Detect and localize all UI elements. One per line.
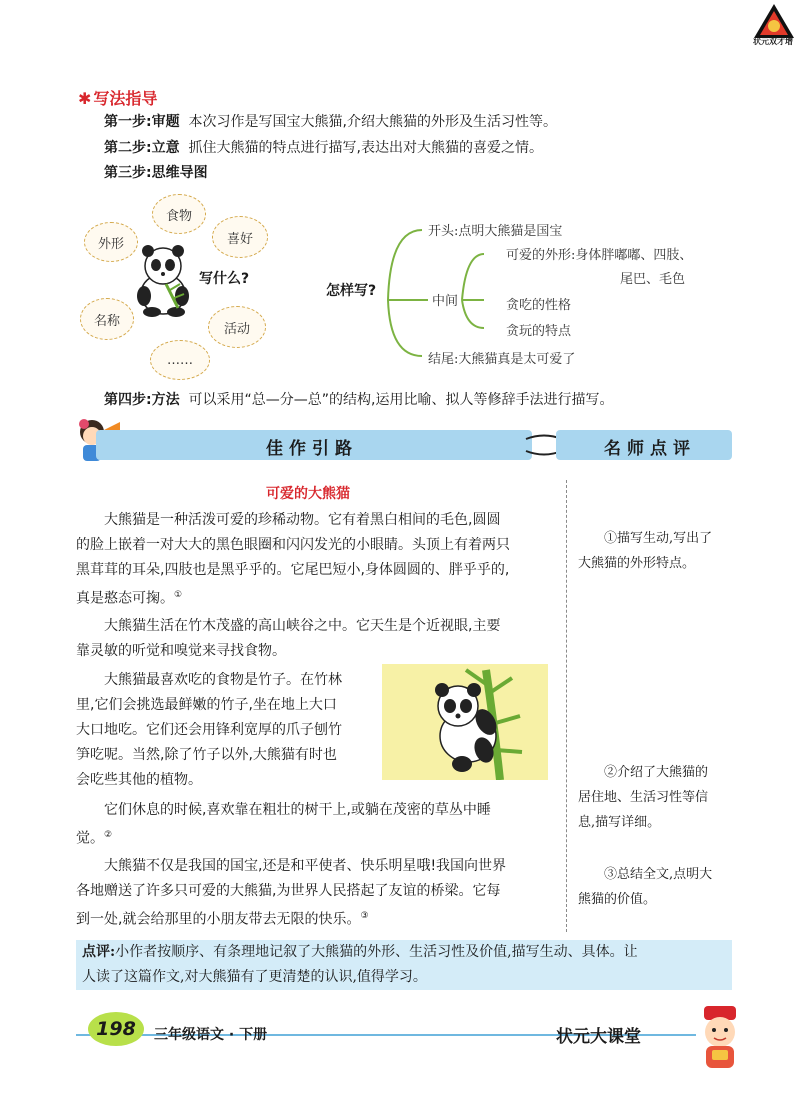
- comment-1: ①描写生动,写出了 大熊猫的外形特点。: [578, 531, 713, 571]
- mindmap-item-greedy: 贪吃的性格: [506, 298, 572, 313]
- comment-3: ③总结全文,点明大 熊猫的价值。: [578, 867, 713, 907]
- logo-caption: 状元双才增: [753, 37, 793, 46]
- bubble-appearance: 外形: [84, 222, 138, 262]
- step-4: 第四步:方法 可以采用“总—分—总”的结构,运用比喻、拟人等修辞手法进行描写。: [104, 392, 614, 408]
- mindmap-opening: 开头:点明大熊猫是国宝: [428, 224, 563, 239]
- step-2: 第二步:立意 抓住大熊猫的特点进行描写,表达出对大熊猫的喜爱之情。: [104, 140, 543, 156]
- guide-title: ✱ 写法指导: [78, 89, 158, 108]
- essay-paragraph-5: 大熊猫不仅是我国的国宝,还是和平使者、快乐明星哦!我国向世界 各地赠送了许多只可爱的大熊猫,为世界人民搭起了友谊的桥梁。它每 到一处,就会给那里的小朋友带去无限的快乐。③: [76, 858, 507, 928]
- essay-title: 可爱的大熊猫: [266, 486, 350, 502]
- step-1: 第一步:审题 本次习作是写国宝大熊猫,介绍大熊猫的外形及生活习性等。: [104, 114, 557, 130]
- bubble-hobby: 喜好: [212, 216, 268, 258]
- star-icon: ✱: [78, 89, 92, 108]
- mindmap-item-appearance-cont: 尾巴、毛色: [620, 272, 686, 287]
- step-3: 第三步:思维导图: [104, 165, 208, 181]
- footer-brand: 状元大课堂: [556, 1027, 641, 1047]
- essay-paragraph-1: 大熊猫是一种活泼可爱的珍稀动物。它有着黑白相间的毛色,圆圆 的脸上嵌着一对大大的黑色眼圈和闪闪发光的小眼睛。头顶上有着两只 黑茸茸的耳朵,四肢也是黑乎乎的。它尾巴短小,身体圆圆的、胖乎乎的, 真是憨态可掬。①: [76, 512, 510, 607]
- mindmap-left-center: 写什么?: [199, 271, 250, 287]
- mindmap-right-center: 怎样写?: [326, 283, 377, 299]
- review-label: 点评:: [82, 944, 116, 960]
- comment-divider: [566, 480, 567, 932]
- mindmap-item-playful: 贪玩的特点: [506, 324, 572, 339]
- banner-essay-label: 佳作引路: [266, 439, 358, 459]
- mindmap-item-appearance: 可爱的外形:身体胖嘟嘟、四肢、: [506, 248, 693, 263]
- essay-paragraph-3: 大熊猫最喜欢吃的食物是竹子。在竹林 里,它们会挑选最鲜嫩的竹子,坐在地上大口 大口地吃。它们还会用锋利宽厚的爪子刨竹 笋吃呢。当然,除了竹子以外,大熊猫有时也 会吃些其他的植物。: [76, 672, 342, 788]
- essay-paragraph-2: 大熊猫生活在竹木茂盛的高山峡谷之中。它天生是个近视眼,主要 靠灵敏的听觉和嗅觉来寻找食物。: [76, 618, 501, 659]
- bubble-food: 食物: [152, 194, 206, 234]
- comment-2: ②介绍了大熊猫的 居住地、生活习性等信 息,描写详细。: [578, 765, 709, 830]
- bubble-etc: ……: [150, 340, 210, 380]
- page-number: 198: [88, 1012, 144, 1046]
- review-text: 点评:小作者按顺序、有条理地记叙了大熊猫的外形、生活习性及价值,描写生动、具体。让 人读了这篇作文,对大熊猫有了更清楚的认识,值得学习。: [82, 944, 638, 985]
- mindmap-ending: 结尾:大熊猫真是太可爱了: [428, 352, 576, 367]
- banner-comments-label: 名师点评: [604, 439, 696, 459]
- mindmap-middle: 中间: [432, 294, 459, 309]
- mascot-icon: [690, 1004, 750, 1074]
- footer-grade: 三年级语文 · 下册: [154, 1027, 268, 1043]
- essay-paragraph-4: 它们休息的时候,喜欢靠在粗壮的树干上,或躺在茂密的草丛中睡 觉。②: [76, 802, 491, 847]
- bubble-name: 名称: [80, 298, 134, 340]
- bubble-activity: 活动: [208, 306, 266, 348]
- panda-bamboo-illustration: [382, 664, 548, 780]
- panda-illustration-small: [130, 244, 196, 318]
